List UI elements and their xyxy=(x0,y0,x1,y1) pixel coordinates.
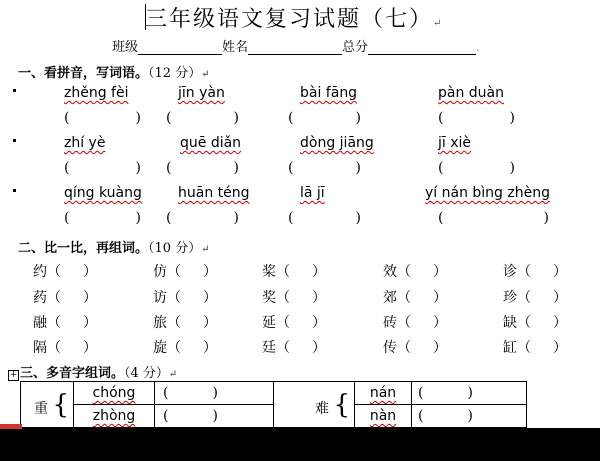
section3-heading: 三、多音字组词。（4 分）↵ xyxy=(20,366,178,381)
name-blank[interactable] xyxy=(248,40,342,55)
pinyin-item: quē diǎn xyxy=(180,135,242,151)
table-cell-reading: nán xyxy=(355,382,412,405)
compare-item[interactable]: 隔（ ） xyxy=(33,340,97,356)
table-cell-reading: chóng xyxy=(74,382,155,405)
name-label: 姓名 xyxy=(222,40,249,55)
compare-item[interactable]: 砖（ ） xyxy=(383,315,447,331)
answer-blank[interactable]: ( ) xyxy=(288,160,361,176)
pinyin-item: bài fāng xyxy=(300,85,358,101)
compare-item[interactable]: 缺（ ） xyxy=(503,315,567,331)
answer-blank[interactable]: ( ) xyxy=(166,110,239,126)
answer-blank[interactable]: ( ) xyxy=(288,110,361,126)
compare-item[interactable]: 融（ ） xyxy=(33,315,97,331)
score-label: 总分 xyxy=(342,40,369,55)
compare-item[interactable]: 延（ ） xyxy=(262,315,326,331)
answer-blank[interactable]: ( ) xyxy=(155,405,274,428)
compare-item[interactable]: 效（ ） xyxy=(383,264,447,280)
answer-blank[interactable]: ( ) xyxy=(288,210,361,226)
answer-blank[interactable]: ( ) xyxy=(438,110,515,126)
pinyin-item: zhí yè xyxy=(64,135,106,151)
pinyin-item: lā jī xyxy=(300,185,325,201)
section1-heading: 一、看拼音，写词语。（12 分）↵ xyxy=(18,66,210,81)
compare-item[interactable]: 桨（ ） xyxy=(262,264,326,280)
table-move-handle-icon[interactable]: + xyxy=(9,370,18,380)
pinyin-item: pàn duàn xyxy=(438,85,505,101)
compare-item[interactable]: 奖（ ） xyxy=(262,290,326,306)
page-title[interactable]: 三年级语文复习试题（七）↵ xyxy=(145,7,444,32)
pinyin-item: yí nán bìng zhèng xyxy=(425,185,550,201)
score-blank[interactable] xyxy=(368,40,476,55)
answer-blank[interactable]: ( ) xyxy=(166,160,239,176)
list-bullet xyxy=(13,89,16,92)
taskbar-start-indicator xyxy=(0,424,22,429)
compare-item[interactable]: 珍（ ） xyxy=(503,290,567,306)
pinyin-item: zhěng fèi xyxy=(64,85,129,101)
pinyin-item: dòng jiāng xyxy=(300,135,374,151)
compare-item[interactable]: 仿（ ） xyxy=(153,264,217,280)
answer-blank[interactable]: ( ) xyxy=(64,110,141,126)
answer-blank[interactable]: ( ) xyxy=(412,405,527,428)
compare-item[interactable]: 旅（ ） xyxy=(153,315,217,331)
compare-item[interactable]: 廷（ ） xyxy=(262,340,326,356)
section2-heading: 二、比一比，再组词。（10 分）↵ xyxy=(18,241,210,256)
pinyin-item: jī xiè xyxy=(438,135,472,151)
compare-item[interactable]: 传（ ） xyxy=(383,340,447,356)
compare-item[interactable]: 诊（ ） xyxy=(503,264,567,280)
table-cell-reading: zhòng xyxy=(74,405,155,428)
compare-item[interactable]: 缸（ ） xyxy=(503,340,567,356)
answer-blank[interactable]: ( ) xyxy=(166,210,239,226)
answer-blank[interactable]: ( ) xyxy=(438,160,515,176)
list-bullet xyxy=(13,189,16,192)
compare-item[interactable]: 药（ ） xyxy=(33,290,97,306)
answer-blank[interactable]: ( ) xyxy=(64,160,141,176)
table-cell-char: 重 { xyxy=(21,382,74,428)
compare-item[interactable]: 访（ ） xyxy=(153,290,217,306)
compare-item[interactable]: 郊（ ） xyxy=(383,290,447,306)
list-bullet xyxy=(13,139,16,142)
class-blank[interactable] xyxy=(138,40,222,55)
student-info-line: 班级 姓名 总分 . xyxy=(112,40,480,55)
table-cell-reading: nàn xyxy=(355,405,412,428)
class-label: 班级 xyxy=(112,40,139,55)
pinyin-item: huān téng xyxy=(178,185,250,201)
answer-blank[interactable]: ( ) xyxy=(412,382,527,405)
answer-blank[interactable]: ( ) xyxy=(438,210,549,226)
answer-blank[interactable]: ( ) xyxy=(64,210,141,226)
compare-item[interactable]: 约（ ） xyxy=(33,264,97,280)
polyphone-table xyxy=(20,381,527,428)
answer-blank[interactable]: ( ) xyxy=(155,382,274,405)
compare-item[interactable]: 旋（ ） xyxy=(153,340,217,356)
pinyin-item: jīn yàn xyxy=(178,85,225,101)
pinyin-item: qíng kuàng xyxy=(64,185,142,201)
table-cell-char: 难 { xyxy=(274,382,355,428)
